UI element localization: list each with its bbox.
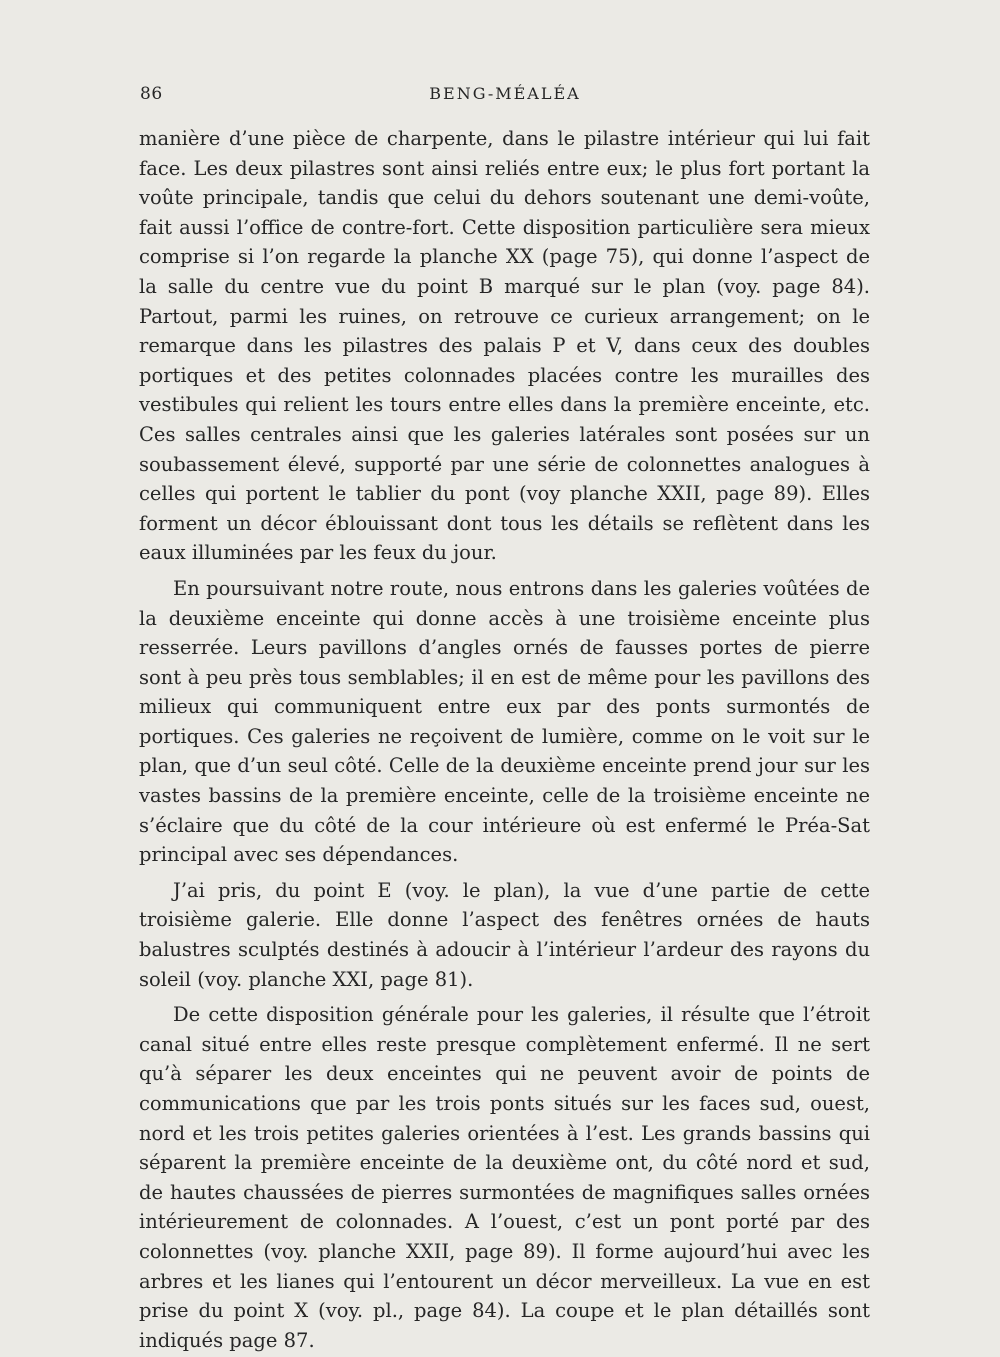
running-head — [140, 84, 870, 108]
body-text — [139, 124, 870, 1355]
page-number: 86 — [140, 84, 163, 104]
paragraph-3: J’ai pris, du point E (voy. le plan), la vue d’une partie de cette troisième galerie. Elle donne l’aspect des fenêtres ornées de hauts balustres sculptés destinés à adoucir à l’intérieur l’ardeur des rayons du soleil (voy. planche XXI, page 81). — [139, 878, 870, 991]
paragraph-1: manière d’une pièce de charpente, dans le pilastre intérieur qui lui fait face. Les deux pilastres sont ainsi reliés entre eux; le plus fort portant la voûte principale, tandis que celui du dehors soutenant une demi-voûte, fait aussi l’office de contre-fort. Cette disposition particulière sera mieux comprise si l’on regarde la planche XX (page 75), qui donne l’aspect de la salle du centre vue du point B marqué sur le plan (voy. page 84). Partout, parmi les ruines, on retrouve ce curieux arrangement; on le remarque dans les pilastres des palais P et V, dans ceux des doubles portiques et des petites colonnades placées contre les murailles des vestibules qui relient les tours entre elles dans la première enceinte, etc. Ces salles centrales ainsi que les galeries latérales sont posées sur un soubassement élevé, supporté par une série de colonnettes analogues à celles qui portent le tablier du pont (voy planche XXII, page 89). Elles forment un décor éblouissant dont tous les détails se reflètent dans les eaux illuminées par les feux du jour. — [139, 127, 870, 565]
paragraph-2: En poursuivant notre route, nous entrons dans les galeries voûtées de la deuxième enceinte qui donne accès à une troisième enceinte plus resserrée. Leurs pavillons d’angles ornés de fausses portes de pierre sont à peu près tous semblables; il en est de même pour les pavillons des milieux qui communiquent entre eux par des ponts surmontés de portiques. Ces galeries ne reçoivent de lumière, comme on le voit sur le plan, que d’un seul côté. Celle de la deuxième enceinte prend jour sur les vastes bassins de la première enceinte, celle de la troisième enceinte ne s’éclaire que du côté de la cour intérieure où est enfermé le Préa-Sat principal avec ses dépendances. — [139, 576, 870, 867]
paragraph-4: De cette disposition générale pour les galeries, il résulte que l’étroit canal situé entre elles reste presque complètement enfermé. Il ne sert qu’à séparer les deux enceintes qui ne peuvent avoir de points de communications que par les trois ponts situés sur les faces sud, ouest, nord et les trois petites galeries orientées à l’est. Les grands bassins qui séparent la première enceinte de la deuxième ont, du côté nord et sud, de hautes chaussées de pierres surmontées de magnifiques salles ornées intérieurement de colonnades. A l’ouest, c’est un pont porté par des colonnettes (voy. planche XXII, page 89). Il forme aujourd’hui avec les arbres et les lianes qui l’entourent un décor merveilleux. La vue en est prise du point X (voy. pl., page 84). La coupe et le plan détaillés sont indiqués page 87. — [139, 1003, 870, 1352]
running-title: BENG-MÉALÉA — [429, 84, 581, 103]
